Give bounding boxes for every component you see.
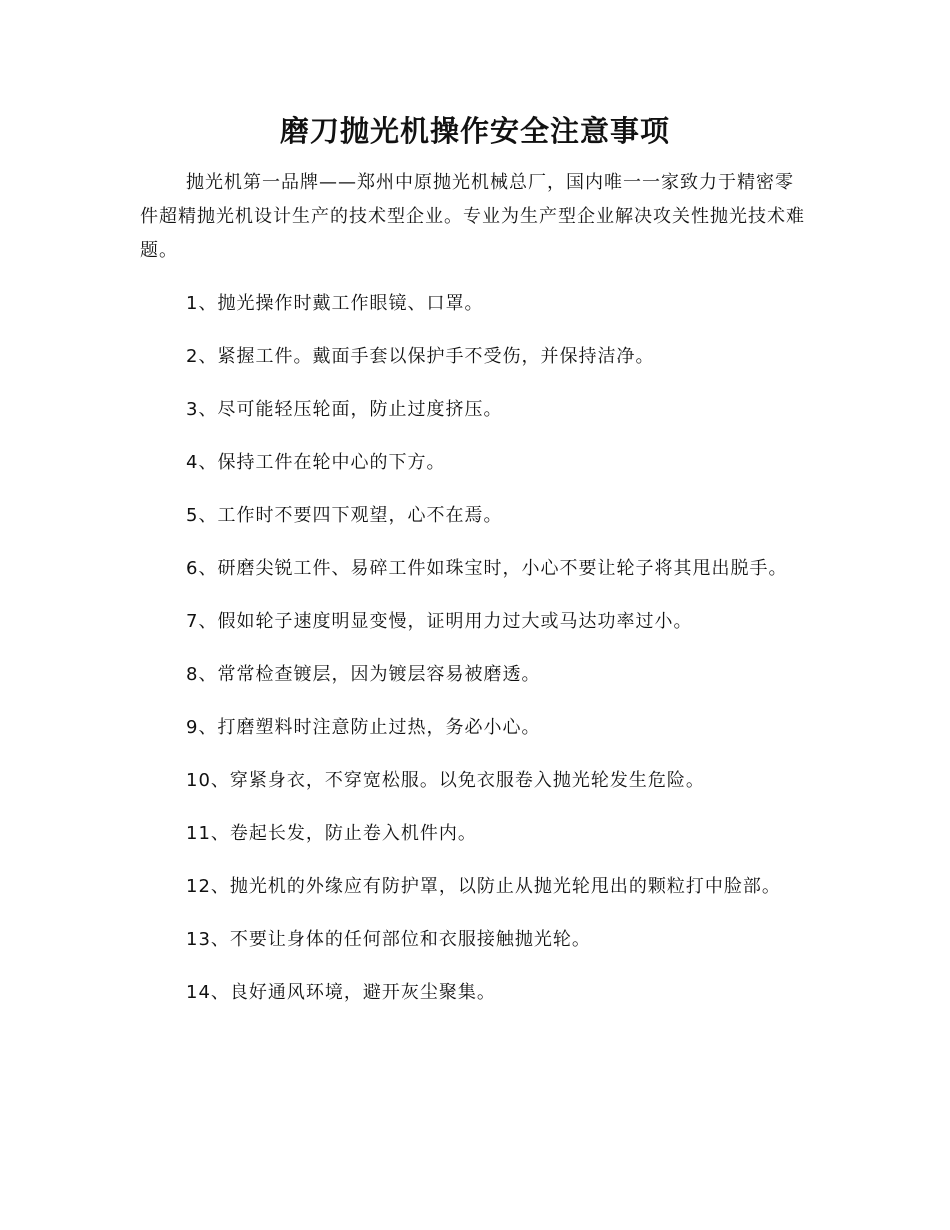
safety-item: 1、抛光操作时戴工作眼镜、口罩。 [186, 293, 484, 314]
safety-item: 5、工作时不要四下观望，心不在焉。 [186, 505, 503, 526]
document-body [140, 166, 806, 1028]
safety-items-list [140, 286, 806, 1028]
safety-item: 9、打磨塑料时注意防止过热，务必小心。 [186, 717, 541, 738]
safety-item: 4、保持工件在轮中心的下方。 [186, 452, 446, 473]
safety-item: 3、尽可能轻压轮面，防止过度挤压。 [186, 399, 503, 420]
safety-item: 14、良好通风环境，避开灰尘聚集。 [186, 982, 496, 1003]
document-title: 磨刀抛光机操作安全注意事项 [279, 114, 670, 148]
safety-item: 2、紧握工件。戴面手套以保护手不受伤，并保持洁净。 [186, 346, 655, 367]
safety-item: 7、假如轮子速度明显变慢，证明用力过大或马达功率过小。 [186, 611, 693, 632]
safety-item: 12、抛光机的外缘应有防护罩，以防止从抛光轮甩出的颗粒打中脸部。 [186, 876, 781, 897]
safety-item: 8、常常检查镀层，因为镀层容易被磨透。 [186, 664, 541, 685]
safety-item: 6、研磨尖锐工件、易碎工件如珠宝时，小心不要让轮子将其甩出脱手。 [186, 558, 788, 579]
intro-paragraph: 抛光机第一品牌——郑州中原抛光机械总厂，国内唯一一家致力于精密零件超精抛光机设计生产的技术型企业。专业为生产型企业解决攻关性抛光技术难题。 [140, 172, 805, 261]
safety-item: 13、不要让身体的任何部位和衣服接触抛光轮。 [186, 929, 591, 950]
safety-item: 11、卷起长发，防止卷入机件内。 [186, 823, 477, 844]
safety-item: 10、穿紧身衣，不穿宽松服。以免衣服卷入抛光轮发生危险。 [186, 770, 705, 791]
